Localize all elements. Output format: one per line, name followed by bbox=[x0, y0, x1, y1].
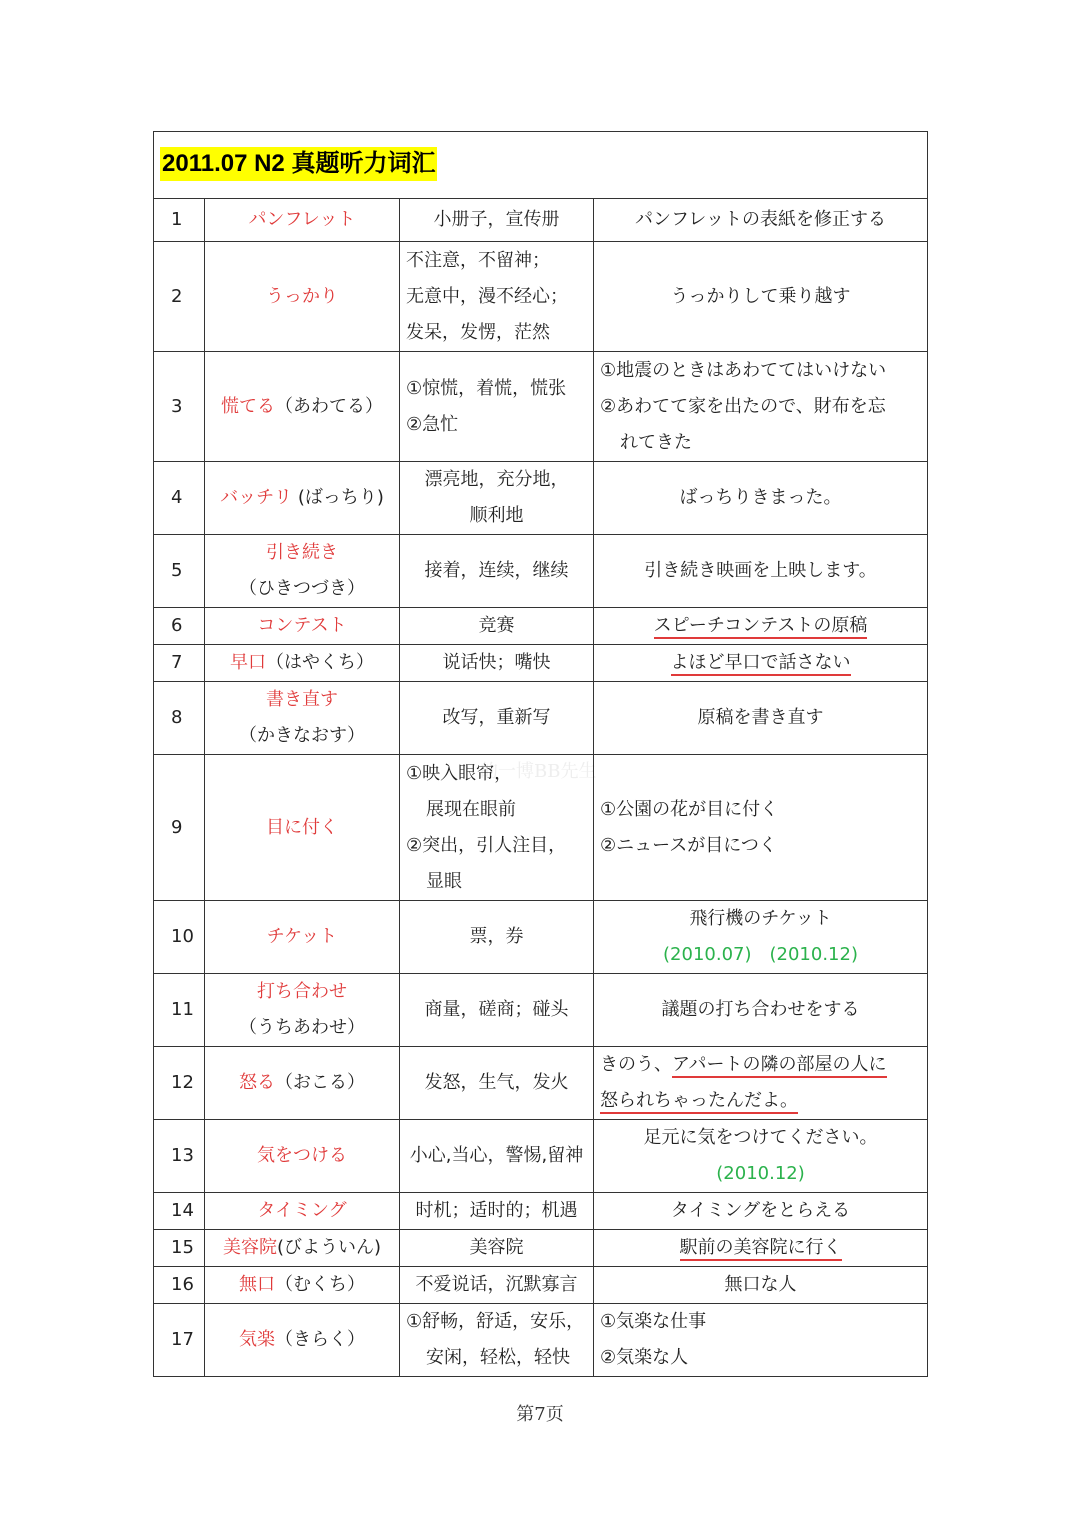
example-cell bbox=[594, 901, 928, 974]
row-number: 2 bbox=[154, 242, 205, 352]
word-text: コンテスト bbox=[257, 615, 347, 636]
example-cell bbox=[594, 462, 928, 535]
meaning-cell bbox=[400, 535, 594, 608]
meaning-cell bbox=[400, 645, 594, 682]
meaning-line: ①惊慌，着慌，慌张 bbox=[406, 377, 567, 399]
example-cell bbox=[594, 755, 928, 901]
example-line: れてきた bbox=[620, 431, 692, 453]
example-cell bbox=[594, 682, 928, 755]
example-cell bbox=[594, 1120, 928, 1193]
vocab-word bbox=[205, 645, 400, 682]
example-line: 原稿を書き直す bbox=[697, 707, 824, 728]
example-line: 無口な人 bbox=[724, 1274, 797, 1295]
example-line: スピーチコンテストの原稿 bbox=[654, 615, 868, 639]
table-row bbox=[154, 535, 928, 608]
source-years: (2010.12) bbox=[716, 1163, 805, 1184]
example-line: ②あわてて家を出たので、財布を忘 bbox=[600, 395, 886, 417]
meaning-cell bbox=[400, 974, 594, 1047]
example-line: タイミングをとらえる bbox=[670, 1200, 851, 1221]
vocab-word bbox=[205, 352, 400, 462]
vocab-word bbox=[205, 1120, 400, 1193]
word-text: 気をつける bbox=[257, 1145, 347, 1166]
word-text: タイミング bbox=[257, 1200, 347, 1221]
meaning-line: 商量，磋商；碰头 bbox=[424, 999, 569, 1020]
example-line: 飛行機のチケット bbox=[689, 908, 832, 929]
table-row bbox=[154, 352, 928, 462]
meaning-line: 发怒，生气，发火 bbox=[424, 1072, 569, 1093]
vocab-word bbox=[205, 1047, 400, 1120]
example-cell bbox=[594, 199, 928, 242]
example-line: パンフレットの表紙を修正する bbox=[634, 209, 887, 230]
example-cell bbox=[594, 1193, 928, 1230]
example-cell bbox=[594, 1047, 928, 1120]
meaning-line: 小册子，宣传册 bbox=[433, 209, 560, 230]
example-line: 引き続き映画を上映します。 bbox=[644, 560, 877, 581]
vocab-word bbox=[205, 901, 400, 974]
meaning-cell bbox=[400, 199, 594, 242]
row-number: 7 bbox=[154, 645, 205, 682]
title-cell bbox=[154, 132, 928, 199]
meaning-line: ②突出，引人注目， bbox=[406, 834, 567, 856]
word-reading: （きらく） bbox=[275, 1329, 365, 1350]
watermark: 的一博BB先生 bbox=[480, 761, 597, 782]
row-number: 12 bbox=[154, 1047, 205, 1120]
meaning-cell bbox=[400, 901, 594, 974]
word-text: 引き続き bbox=[266, 542, 338, 563]
example-cell bbox=[594, 242, 928, 352]
table-row bbox=[154, 1047, 928, 1120]
row-number: 10 bbox=[154, 901, 205, 974]
meaning-line: 说话快；嘴快 bbox=[442, 652, 551, 673]
vocab-word bbox=[205, 608, 400, 645]
word-text: 美容院 bbox=[222, 1237, 277, 1258]
meaning-line: 漂亮地，充分地， bbox=[424, 469, 569, 490]
title-row bbox=[154, 132, 928, 199]
vocab-word bbox=[205, 199, 400, 242]
word-text: 目に付く bbox=[266, 816, 338, 838]
example-cell bbox=[594, 352, 928, 462]
vocab-word bbox=[205, 1267, 400, 1304]
meaning-cell bbox=[400, 755, 597, 901]
table-row bbox=[154, 755, 928, 901]
vocab-word bbox=[205, 1193, 400, 1230]
meaning-cell bbox=[400, 352, 594, 462]
word-text: 書き直す bbox=[266, 689, 338, 710]
example-cell bbox=[594, 1230, 928, 1267]
example-line: ばっちりきまった。 bbox=[679, 487, 842, 508]
example-cell bbox=[594, 974, 928, 1047]
row-number: 17 bbox=[154, 1304, 205, 1377]
word-reading: （むくち） bbox=[275, 1274, 365, 1295]
source-years: (2010.07) (2010.12) bbox=[663, 944, 858, 965]
meaning-cell bbox=[400, 1230, 594, 1267]
vocab-word bbox=[205, 1304, 400, 1377]
meaning-line: 发呆，发愣，茫然 bbox=[406, 321, 550, 343]
vocab-word bbox=[205, 535, 400, 608]
word-text: 早口 bbox=[230, 652, 266, 673]
example-fragment: 怒られちゃったんだよ。 bbox=[600, 1090, 798, 1114]
meaning-line: 小心,当心，警惕,留神 bbox=[409, 1145, 584, 1166]
meaning-cell bbox=[400, 1304, 594, 1377]
meaning-line: ①舒畅，舒适，安乐， bbox=[406, 1311, 585, 1332]
meaning-line: 改写，重新写 bbox=[442, 707, 551, 728]
vocab-word bbox=[205, 682, 400, 755]
vocab-word bbox=[205, 242, 400, 352]
word-reading: (ばっちり) bbox=[297, 487, 384, 508]
example-line: ②ニュースが目につく bbox=[600, 834, 777, 856]
vocab-word bbox=[205, 974, 400, 1047]
meaning-line: 无意中，漫不经心； bbox=[406, 285, 568, 307]
vocab-word bbox=[205, 755, 400, 901]
meaning-cell bbox=[400, 242, 594, 352]
example-line: 駅前の美容院に行く bbox=[680, 1237, 842, 1261]
row-number: 15 bbox=[154, 1230, 205, 1267]
meaning-line: 接着，连续，继续 bbox=[424, 560, 569, 581]
row-number: 4 bbox=[154, 462, 205, 535]
example-line: よほど早口で話さない bbox=[671, 652, 851, 676]
table-row bbox=[154, 608, 928, 645]
row-number: 1 bbox=[154, 199, 205, 242]
example-fragment: アパートの隣の部屋の人に bbox=[672, 1054, 887, 1078]
meaning-cell bbox=[400, 1267, 594, 1304]
example-cell bbox=[594, 535, 928, 608]
meaning-line: 票，券 bbox=[469, 926, 524, 947]
table-row bbox=[154, 199, 928, 242]
table-row bbox=[154, 682, 928, 755]
row-number: 16 bbox=[154, 1267, 205, 1304]
word-text: うっかり bbox=[266, 285, 338, 307]
example-line bbox=[600, 1047, 921, 1083]
word-reading: (びよういん) bbox=[276, 1237, 382, 1258]
example-cell bbox=[594, 1304, 928, 1377]
word-reading: （おこる） bbox=[275, 1072, 365, 1093]
table-row bbox=[154, 974, 928, 1047]
table-row bbox=[154, 242, 928, 352]
word-text: チケット bbox=[266, 926, 338, 947]
vocab-table bbox=[153, 131, 928, 1377]
example-line: 足元に気をつけてください。 bbox=[643, 1127, 878, 1148]
table-row bbox=[154, 1304, 928, 1377]
meaning-line: 美容院 bbox=[469, 1237, 524, 1258]
row-number: 11 bbox=[154, 974, 205, 1047]
table-row bbox=[154, 1193, 928, 1230]
meaning-cell bbox=[400, 682, 594, 755]
page-title: 2011.07 N2 真题听力词汇 bbox=[160, 147, 437, 181]
meaning-line: 顺利地 bbox=[469, 505, 524, 526]
meaning-cell bbox=[400, 1047, 594, 1120]
meaning-line: 时机；适时的；机遇 bbox=[415, 1200, 578, 1221]
row-number: 13 bbox=[154, 1120, 205, 1193]
example-cell bbox=[594, 608, 928, 645]
example-line: 議題の打ち合わせをする bbox=[661, 999, 860, 1020]
example-line: ①地震のときはあわててはいけない bbox=[600, 359, 887, 381]
meaning-cell bbox=[400, 1120, 594, 1193]
row-number: 14 bbox=[154, 1193, 205, 1230]
example-line bbox=[600, 1083, 921, 1119]
meaning-line: 展现在眼前 bbox=[426, 798, 516, 820]
word-reading: （ひきつづき） bbox=[239, 578, 365, 599]
word-text: 無口 bbox=[239, 1274, 275, 1295]
word-text: パンフレット bbox=[248, 209, 356, 230]
word-reading: （はやくち） bbox=[266, 652, 374, 673]
table-row bbox=[154, 645, 928, 682]
page-number: 第7页 bbox=[516, 1404, 564, 1425]
meaning-line: 显眼 bbox=[426, 870, 462, 892]
example-line: ①公園の花が目に付く bbox=[600, 798, 779, 820]
word-reading: （うちあわせ） bbox=[239, 1017, 365, 1038]
meaning-line: 竞赛 bbox=[478, 615, 515, 636]
row-number: 6 bbox=[154, 608, 205, 645]
meaning-line: ①映入眼帘， bbox=[406, 762, 513, 784]
table-row bbox=[154, 1120, 928, 1193]
example-cell bbox=[594, 1267, 928, 1304]
table-row bbox=[154, 1230, 928, 1267]
meaning-line: 不注意，不留神； bbox=[406, 249, 550, 271]
example-line: うっかりして乗り越す bbox=[670, 285, 851, 307]
table-row bbox=[154, 462, 928, 535]
meaning-cell bbox=[400, 462, 594, 535]
meaning-cell bbox=[400, 1193, 594, 1230]
example-fragment: きのう、 bbox=[600, 1054, 672, 1075]
table-row bbox=[154, 901, 928, 974]
row-number: 9 bbox=[154, 755, 205, 901]
row-number: 3 bbox=[154, 352, 205, 462]
row-number: 5 bbox=[154, 535, 205, 608]
vocab-word bbox=[205, 462, 400, 535]
meaning-line: 安闲，轻松，轻快 bbox=[426, 1347, 570, 1368]
word-text: 打ち合わせ bbox=[257, 981, 347, 1002]
meaning-line: 不爱说话，沉默寡言 bbox=[415, 1274, 578, 1295]
example-line: ①気楽な仕事 bbox=[600, 1311, 707, 1332]
example-cell bbox=[594, 645, 928, 682]
meaning-line: ②急忙 bbox=[406, 413, 459, 435]
word-text: 怒る bbox=[239, 1072, 275, 1093]
word-text: 気楽 bbox=[239, 1329, 275, 1350]
meaning-cell bbox=[400, 608, 594, 645]
vocab-word bbox=[205, 1230, 400, 1267]
word-text: 慌てる bbox=[221, 395, 275, 417]
example-line: ②気楽な人 bbox=[600, 1347, 689, 1368]
word-reading: （かきなおす） bbox=[239, 725, 365, 746]
word-reading: （あわてる） bbox=[275, 395, 383, 417]
word-text: バッチリ bbox=[220, 487, 293, 508]
table-row bbox=[154, 1267, 928, 1304]
row-number: 8 bbox=[154, 682, 205, 755]
